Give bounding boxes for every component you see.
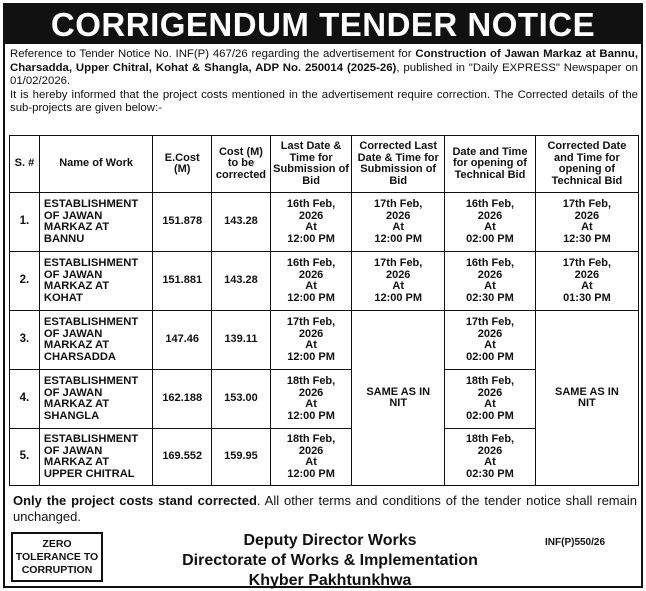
row-last-date: 16th Feb, 2026 At 12:00 PM — [270, 193, 351, 252]
row-last-date: 16th Feb, 2026 At 12:00 PM — [270, 252, 351, 311]
header-work: Name of Work — [39, 136, 152, 193]
footer-bold-note: Only the project costs stand corrected — [13, 493, 257, 508]
row-work: ESTABLISHMENT OF JAWAN MARKAZ AT UPPER CHITRAL — [39, 429, 152, 486]
badge-line-3: CORRUPTION — [21, 564, 93, 576]
row-sn: 3. — [10, 311, 40, 370]
row-cost: 143.28 — [212, 193, 271, 252]
row-ecost: 151.881 — [153, 252, 212, 311]
row-work: ESTABLISHMENT OF JAWAN MARKAZ AT SHANGLA — [39, 370, 152, 429]
zero-tolerance-badge — [11, 532, 103, 582]
row-corrected-last-date: 17th Feb, 2026 At 12:00 PM — [352, 193, 445, 252]
row-work: ESTABLISHMENT OF JAWAN MARKAZ AT KOHAT — [39, 252, 152, 311]
row-cost: 143.28 — [212, 252, 271, 311]
intro-text-2: , published in "Daily EXPRESS" Newspaper on 01/02/2026. — [10, 61, 638, 88]
intro-paragraph — [10, 48, 638, 116]
header-corrected-opening-date: Corrected Date and Time for opening of Technical Bid — [535, 136, 638, 193]
header-cost: Cost (M) to be corrected — [212, 136, 271, 193]
row-opening-date: 16th Feb, 2026 At 02:30 PM — [445, 252, 536, 311]
row-cost: 153.00 — [212, 370, 271, 429]
row-last-date: 17th Feb, 2026 At 12:00 PM — [270, 311, 351, 370]
row-cost: 159.95 — [212, 429, 271, 486]
footer-note — [13, 493, 637, 525]
reference-number: INF(P)550/26 — [545, 537, 606, 548]
row-sn: 4. — [10, 370, 40, 429]
intro-text-1: Reference to Tender Notice No. INF(P) 467/26 regarding the advertisement for — [10, 48, 416, 60]
intro-subject: Construction of Jawan Markaz at Bannu, Charsadda, Upper Chitral, Kohat & Shangla, ADP No. 250014 (2025-26) — [10, 48, 638, 74]
row-opening-date: 18th Feb, 2026 At 02:30 PM — [445, 429, 536, 486]
row-corrected-last-date: 17th Feb, 2026 At 12:00 PM — [352, 252, 445, 311]
row-corrected-opening-date: 17th Feb, 2026 At 01:30 PM — [535, 252, 638, 311]
row-corrected-opening-date: 17th Feb, 2026 At 12:30 PM — [535, 193, 638, 252]
row-ecost: 147.46 — [153, 311, 212, 370]
row-opening-date: 17th Feb, 2026 At 02:00 PM — [445, 311, 536, 370]
row-sn: 5. — [10, 429, 40, 486]
row-opening-date: 18th Feb, 2026 At 02:00 PM — [445, 370, 536, 429]
row-ecost: 162.188 — [153, 370, 212, 429]
table-row — [10, 252, 639, 311]
projects-table — [9, 135, 639, 486]
header-sn: S. # — [10, 136, 40, 193]
row-cost: 139.11 — [212, 311, 271, 370]
footer-note-rest: . All other terms and conditions of the tender notice shall remain unchanged. — [13, 493, 637, 524]
badge-line-2: TOLERANCE TO — [15, 551, 99, 563]
row-last-date: 18th Feb, 2026 At 12:00 PM — [270, 429, 351, 486]
row-opening-date: 16th Feb, 2026 At 02:00 PM — [445, 193, 536, 252]
merged-corrected-last-date: SAME AS IN NIT — [352, 311, 445, 486]
row-work: ESTABLISHMENT OF JAWAN MARKAZ AT CHARSADDA — [39, 311, 152, 370]
header-corrected-last-date: Corrected Last Date & Time for Submission of Bid — [352, 136, 445, 193]
row-sn: 1. — [10, 193, 40, 252]
header-opening-date: Date and Time for opening of Technical Bid — [445, 136, 536, 193]
signature-province: Khyber Pakhtunkhwa — [248, 572, 412, 589]
row-ecost: 151.878 — [153, 193, 212, 252]
header-last-date: Last Date & Time for Submission of Bid — [270, 136, 351, 193]
signature-title: Deputy Director Works — [243, 532, 417, 549]
tender-notice — [3, 3, 643, 588]
intro-text-3: It is hereby informed that the project costs mentioned in the advertisement require correction. The Corrected details of the sub-projects are given below:- — [10, 88, 638, 115]
notice-title: CORRIGENDUM TENDER NOTICE — [5, 5, 641, 44]
row-ecost: 169.552 — [153, 429, 212, 486]
row-sn: 2. — [10, 252, 40, 311]
table-row — [10, 193, 639, 252]
merged-corrected-opening-date: SAME AS IN NIT — [535, 311, 638, 486]
header-ecost: E.Cost (M) — [153, 136, 212, 193]
row-last-date: 18th Feb, 2026 At 12:00 PM — [270, 370, 351, 429]
signature-directorate: Directorate of Works & Implementation — [182, 552, 478, 569]
signature-block — [145, 531, 515, 591]
badge-line-1: ZERO — [42, 538, 72, 550]
row-work: ESTABLISHMENT OF JAWAN MARKAZ AT BANNU — [39, 193, 152, 252]
table-header-row — [10, 136, 639, 193]
table-row — [10, 311, 639, 370]
